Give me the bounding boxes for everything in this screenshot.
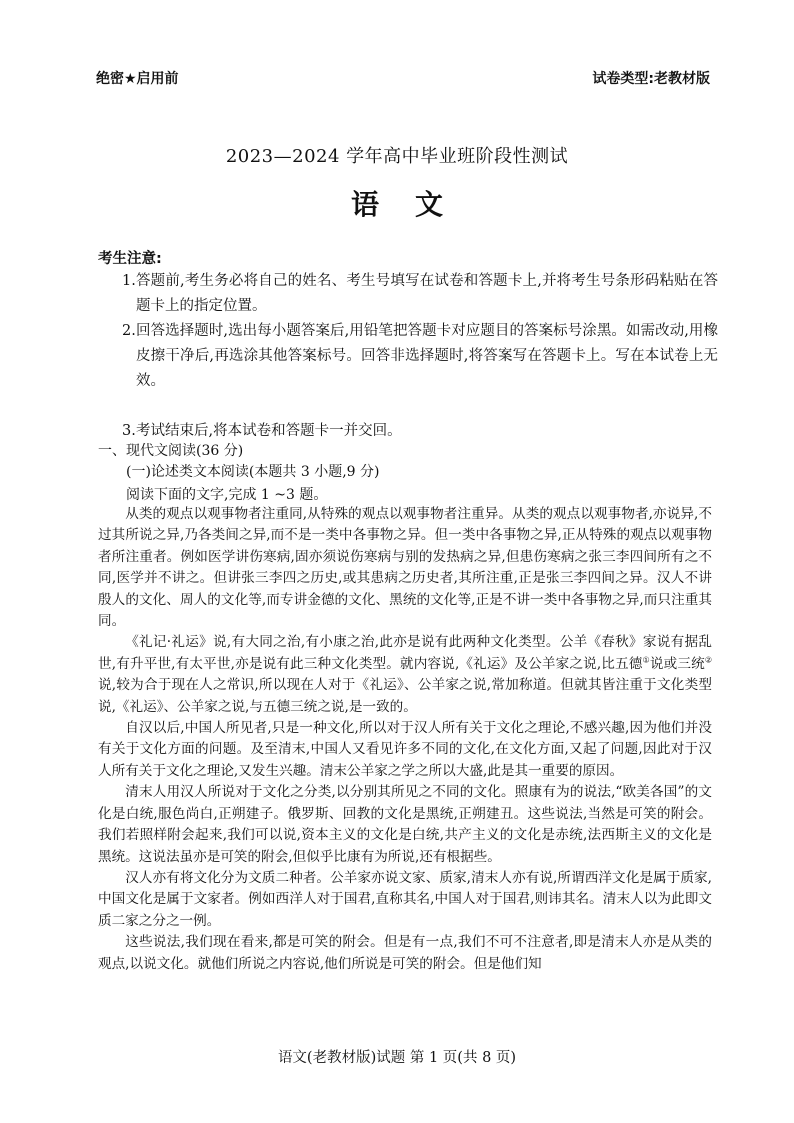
exam-title: 2023—2024 学年高中毕业班阶段性测试: [225, 146, 569, 167]
notice-heading: 考生注意:: [98, 251, 162, 267]
footnote-marker: ①: [642, 655, 650, 665]
footnote-marker: ②: [704, 655, 713, 665]
notice-number: 1.: [122, 273, 136, 289]
notice-text: 答题前,考生务必将自己的姓名、考生号填写在试卷和答题卡上,并将考生号条形码粘贴在答题卡上的指定位置。: [136, 273, 718, 314]
reading-instruction: 阅读下面的文字,完成 1 ~3 题。: [126, 487, 328, 503]
notice-item: [122, 319, 718, 394]
passage: [98, 504, 712, 975]
passage-paragraph: 汉人亦有将文化分为文质二种者。公羊家亦说文家、质家,清末人亦有说,所谓西洋文化是属于质家,中国文化是属于文家者。例如西洋人对于国君,直称其名,中国人对于国君,则讳其名。清末人以为此即文质二家之分之一例。: [98, 869, 712, 929]
notice-text: 回答选择题时,选出每小题答案后,用铅笔把答题卡对应题目的答案标号涂黑。如需改动,用橡皮擦干净后,再选涂其他答案标号。回答非选择题时,将答案写在答题卡上。写在本试卷上无效。: [136, 323, 718, 389]
subject-title: 语文: [350, 188, 479, 221]
passage-paragraph: 清末人用汉人所说对于文化之分类,以分别其所见之不同的文化。照康有为的说法,“欧美各国”的文化是白统,服色尚白,正朔建子。俄罗斯、回教的文化是黑统,正朔建丑。这些说法,当然是可笑的附会。我们若照样附会起来,我们可以说,资本主义的文化是白统,共产主义的文化是赤统,法西斯主义的文化是黑统。这说法虽亦是可笑的附会,但似乎比康有为所说,还有根据些。: [98, 784, 712, 865]
paragraph-text: 说或三统: [649, 655, 705, 672]
section-title: 一、现代文阅读(36 分): [98, 443, 244, 459]
paragraph-text: 说,较为合于现在人之常识,所以现在人对于《礼运》、公羊家之说,常加称道。但就其皆注重于文化类型说,《礼运》、公羊家之说,与五德三统之说,是一致的。: [98, 677, 712, 715]
passage-paragraph: 从类的观点以观事物者注重同,从特殊的观点以观事物者注重异。从类的观点以观事物者,亦说异,不过其所说之异,乃各类间之异,而不是一类中各事物之异。但一类中各事物之异,正从特殊的观点以观事物者所注重者。例如医学讲伤寒病,固亦须说伤寒病与别的发热病之异,但患伤寒病之张三李四间所有之不同,医学并不讲之。但讲张三李四之历史,或其患病之历史者,其所注重,正是张三李四间之异。汉人不讲殷人的文化、周人的文化等,而专讲金德的文化、黑统的文化等,正是不讲一类中各事物之异,而只注重其同。: [98, 506, 712, 630]
passage-paragraph: [98, 632, 712, 718]
notice-text: 考试结束后,将本试卷和答题卡一并交回。: [136, 423, 402, 439]
notice-number: 3.: [122, 423, 136, 439]
subsection-title: (一)论述类文本阅读(本题共 3 小题,9 分): [126, 464, 380, 480]
notice-number: 2.: [122, 323, 136, 339]
passage-paragraph: 这些说法,我们现在看来,都是可笑的附会。但是有一点,我们不可不注意者,即是清末人亦是从类的观点,以说文化。就他们所说之内容说,他们所说是可笑的附会。但是他们知: [98, 934, 712, 972]
notice-item: [122, 269, 718, 319]
confidential-label: 绝密★启用前: [96, 71, 179, 87]
passage-paragraph: 自汉以后,中国人所见者,只是一种文化,所以对于汉人所有关于文化之理论,不感兴趣,因为他们并没有关于文化方面的问题。及至清末,中国人又看见许多不同的文化,在文化方面,又起了问题,因此对于汉人所有关于文化之理论,又发生兴趣。清末公羊家之学之所以大盛,此是其一重要的原因。: [98, 720, 712, 779]
paragraph-text: 《礼记·礼运》说,有大同之治,有小康之治,此亦是说有此两种文化类型。公羊《春秋》家说有据乱世,有升平世,有太平世,亦是说有此三种文化类型。就内容说,《礼运》及公羊家之说,比五德: [98, 634, 712, 672]
paper-type-label: 试卷类型:老教材版: [592, 71, 710, 87]
page-footer: 语文(老教材版)试题 第 1 页(共 8 页): [277, 1050, 517, 1066]
